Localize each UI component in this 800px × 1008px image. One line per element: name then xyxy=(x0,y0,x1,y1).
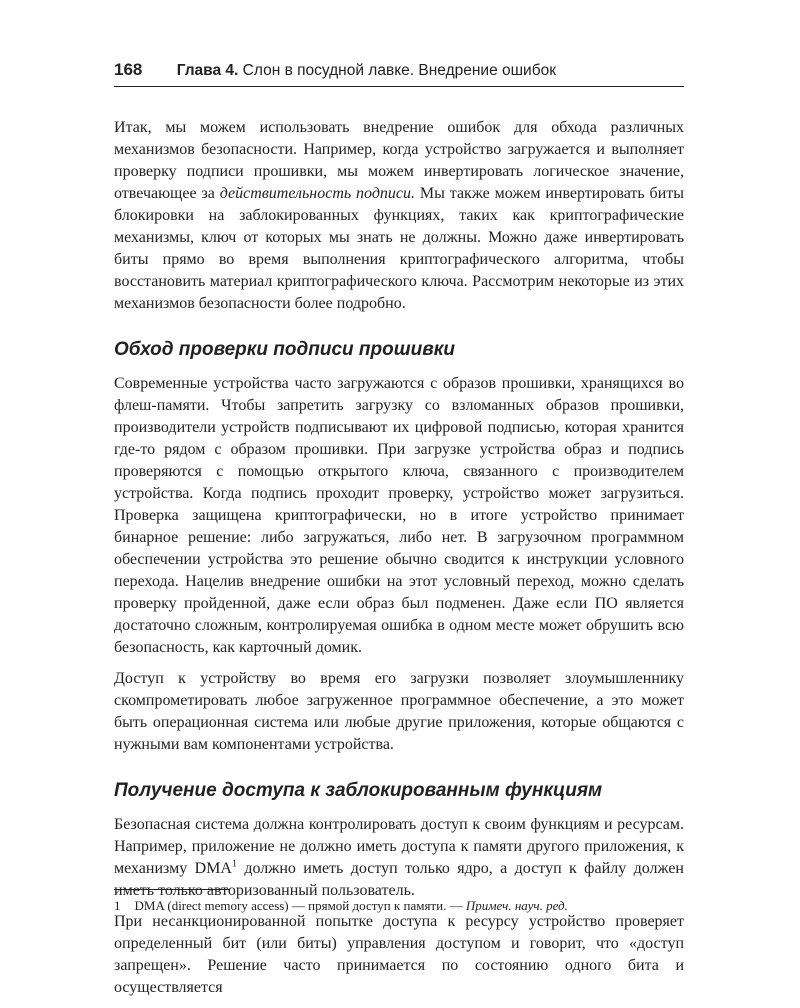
header-divider xyxy=(114,86,684,87)
section-heading-locked-functions: Получение доступа к заблокированным функциям xyxy=(114,780,603,801)
section2-paragraph-2: При несанкционированной попытке доступа к ресурсу устройство проверяет определенный бит (или биты) управления доступом и говорит, что «доступ запрещен». Решение часто принимается по состоянию одного бита и осуществляется xyxy=(114,913,684,996)
footnote-mark: 1 xyxy=(114,898,121,913)
page-number: 168 xyxy=(114,60,143,79)
chapter-label: Глава 4. xyxy=(176,62,239,79)
footnote xyxy=(114,897,684,915)
section2-p1-text-end: должно иметь доступ только ядро, а доступ к файлу должен иметь только авторизованный пользователь. xyxy=(114,860,684,899)
footnote-divider xyxy=(114,889,229,890)
section2-p1-text-start: Безопасная система должна контролировать доступ к своим функциям и ресурсам. Например, приложение не должно иметь доступа к памяти другого приложения, к механизму DMA xyxy=(114,816,684,877)
page-body xyxy=(114,117,684,1008)
footnote-reference: 1 xyxy=(231,858,237,870)
footnote-editor-note: Примеч. науч. ред. xyxy=(465,898,568,913)
section1-paragraph-2: Доступ к устройству во время его загрузки позволяет злоумышленнику скомпрометировать любое загруженное программное обеспечение, а это может быть операционная система или любые другие приложения, которые общаются с нужными вам компонентами устройства. xyxy=(114,670,684,753)
footnote-text: DMA (direct memory access) — прямой доступ к памяти. — xyxy=(134,898,466,913)
intro-paragraph xyxy=(114,117,684,315)
intro-text-end: Мы также можем инвертировать биты блокировки на заблокированных функциях, таких как криптографические механизмы, ключ от которых мы знать не должны. Можно даже инвертировать биты прямо во время выполнения криптографического алгоритма, чтобы восстановить материал криптографического ключа. Рассмотрим некоторые из этих механизмов безопасности более подробно. xyxy=(114,185,684,312)
section-heading-firmware-signature: Обход проверки подписи прошивки xyxy=(114,339,455,360)
running-header xyxy=(114,60,684,81)
intro-italic-phrase: действительность подписи. xyxy=(219,185,416,202)
section1-paragraph-1: Современные устройства часто загружаются с образов прошивки, хранящихся во флеш-памяти. Чтобы запретить загрузку со взломанных образов прошивки, производители устройств подписывают их цифровой подписью, которая хранится где-то рядом с образом прошивки. При загрузке устройства образ и подпись проверяются с помощью открытого ключа, связанного с производителем устройства. Когда подпись проходит проверку, устройство может загрузиться. Проверка защищена криптографически, но в итоге устройство принимает бинарное решение: либо загружаться, либо нет. В загрузочном программном обеспечении устройства это решение обычно сводится к инструкции условного перехода. Нацелив внедрение ошибки на этот условный переход, можно сделать проверку пройденной, даже если образ был подменен. Даже если ПО является достаточно сложным, контролируемая ошибка в одном месте может обрушить всю безопасность, как карточный домик. xyxy=(114,375,684,656)
chapter-title: Слон в посудной лавке. Внедрение ошибок xyxy=(242,62,556,79)
intro-text-start: Итак, мы можем использовать внедрение ошибок для обхода различных механизмов безопасности. Например, когда устройство загружается и выполняет проверку подписи прошивки, мы можем инвертировать логическое значение, отвечающее за xyxy=(114,119,684,202)
